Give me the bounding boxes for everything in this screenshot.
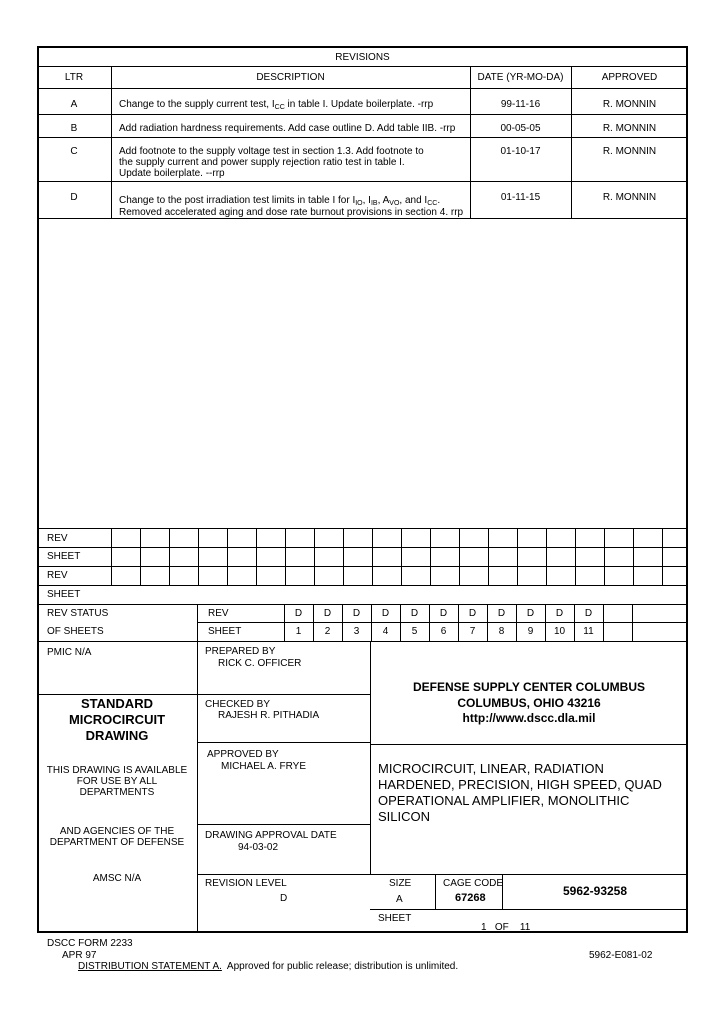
drawing-number: 5962-93258: [562, 884, 628, 898]
form-date: APR 97: [62, 950, 97, 961]
grid-h-line: [197, 622, 688, 623]
size-value: A: [396, 894, 403, 905]
rev-a-approved: R. MONNIN: [602, 99, 657, 110]
approved-by-label: APPROVED BY: [207, 749, 279, 760]
rev-b-description: Add radiation hardness requirements. Add case outline D. Add table IIB. -rrp: [119, 123, 456, 134]
status-rev-7: D: [468, 608, 477, 619]
grid-v-line: [632, 604, 633, 641]
approval-date: 94-03-02: [238, 842, 279, 853]
status-rev-5: D: [410, 608, 419, 619]
status-sheet-6: 6: [440, 626, 447, 637]
status-rev-9: D: [526, 608, 535, 619]
status-sheet-11: 11: [583, 626, 594, 637]
rev-d-description-line1: Change to the post irradiation test limits in table I for $I_{IO}$, $I_{IB}$, $A_{VO}$, and $I_{CC}$.: [119, 195, 441, 207]
status-sheet-5: 5: [411, 626, 418, 637]
status-sheet-8: 8: [498, 626, 505, 637]
dscc-url: http://www.dscc.dla.mil: [462, 711, 596, 725]
microcircuit-title: MICROCIRCUIT, LINEAR, RADIATION HARDENED, PRECISION, HIGH SPEED, QUAD OPERATIONAL AMPLIFIER, MONOLITHIC SILICON: [378, 761, 662, 824]
prepared-by: RICK C. OFFICER: [218, 658, 302, 669]
available-line-2: FOR USE BY ALL: [76, 776, 158, 787]
rev-d-date: 01-11-15: [500, 192, 541, 203]
rev-b-approved: R. MONNIN: [602, 123, 657, 134]
agencies-line-2: DEPARTMENT OF DEFENSE: [49, 837, 185, 848]
status-sheet-9: 9: [527, 626, 534, 637]
rev-a-date: 99-11-16: [500, 99, 541, 110]
status-sheet-2: 2: [324, 626, 331, 637]
approval-date-label: DRAWING APPROVAL DATE: [205, 830, 337, 841]
grid-rev-label-2: REV: [47, 570, 68, 581]
status-sheet-1: 1: [295, 626, 302, 637]
status-sheet-3: 3: [353, 626, 360, 637]
agencies-line-1: AND AGENCIES OF THE: [59, 826, 175, 837]
grid-h-line: [37, 604, 688, 605]
checked-by-label: CHECKED BY: [205, 699, 271, 710]
grid-v-line: [227, 528, 228, 585]
grid-v-line: [285, 528, 286, 585]
status-rev-8: D: [497, 608, 506, 619]
status-rev-2: D: [323, 608, 332, 619]
rev-status-label: REV STATUS: [47, 608, 109, 619]
pmic: PMIC N/A: [47, 647, 92, 658]
grid-v-line: [198, 528, 199, 585]
revision-level: D: [280, 893, 288, 904]
available-line-1: THIS DRAWING IS AVAILABLE: [46, 765, 188, 776]
dscc-line-2: COLUMBUS, OHIO 43216: [457, 696, 601, 710]
grid-v-line: [169, 528, 170, 585]
grid-sheet-label-2: SHEET: [47, 589, 81, 600]
grid-v-line: [140, 528, 141, 585]
sheet-value: 1 OF 11: [481, 922, 531, 933]
grid-v-line: [604, 528, 605, 585]
grid-h-line: [37, 585, 688, 586]
smd-title-line-2: MICROCIRCUIT: [68, 712, 166, 727]
status-rev-3: D: [352, 608, 361, 619]
approved-by: MICHAEL A. FRYE: [221, 761, 307, 772]
grid-v-line: [459, 528, 460, 585]
grid-v-line: [256, 528, 257, 585]
status-rev-4: D: [381, 608, 390, 619]
grid-v-line: [401, 528, 402, 585]
rev-c-description: Add footnote to the supply voltage test in section 1.3. Add footnote to the supply current and power supply rejection ratio test in table I. Update boilerplate. --rrp: [119, 146, 424, 179]
form-number: DSCC FORM 2233: [47, 938, 133, 949]
rev-d-ltr: D: [70, 192, 78, 203]
status-sheet-label: SHEET: [208, 626, 242, 637]
smd-title-line-1: STANDARD: [81, 696, 153, 711]
checked-by: RAJESH R. PITHADIA: [218, 710, 320, 721]
status-rev-10: D: [555, 608, 564, 619]
grid-sheet-label-1: SHEET: [47, 551, 81, 562]
grid-v-line: [633, 528, 634, 585]
status-rev-6: D: [439, 608, 448, 619]
grid-v-line: [314, 528, 315, 585]
grid-h-line: [37, 547, 688, 548]
status-sheet-10: 10: [553, 626, 566, 637]
grid-v-line: [546, 528, 547, 585]
distribution-statement: [78, 961, 458, 972]
header-ltr: LTR: [64, 72, 84, 83]
rev-b-date: 00-05-05: [500, 123, 541, 134]
size-label: SIZE: [389, 878, 412, 889]
grid-v-line: [603, 604, 604, 641]
grid-v-line: [488, 528, 489, 585]
rev-c-date: 01-10-17: [500, 146, 541, 157]
status-sheet-4: 4: [382, 626, 389, 637]
cage-code-value: 67268: [455, 892, 486, 904]
revisions-title: REVISIONS: [335, 52, 390, 63]
status-rev-1: D: [294, 608, 303, 619]
grid-v-line: [662, 528, 663, 585]
grid-v-line: [575, 528, 576, 585]
rev-c-ltr: C: [70, 146, 78, 157]
header-description: DESCRIPTION: [256, 72, 325, 83]
distribution-label: DISTRIBUTION STATEMENT A.: [78, 961, 222, 972]
grid-h-line: [37, 528, 688, 529]
header-approved: APPROVED: [601, 72, 658, 83]
grid-v-line: [517, 528, 518, 585]
available-line-3: DEPARTMENTS: [79, 787, 155, 798]
grid-v-line: [372, 528, 373, 585]
status-sheet-7: 7: [469, 626, 476, 637]
rev-d-approved: R. MONNIN: [602, 192, 657, 203]
grid-v-line: [197, 604, 198, 641]
header-date: DATE (YR-MO-DA): [477, 72, 564, 83]
smd-title-line-3: DRAWING: [85, 728, 149, 743]
rev-b-ltr: B: [70, 123, 78, 134]
prepared-by-label: PREPARED BY: [205, 646, 276, 657]
dscc-line-1: DEFENSE SUPPLY CENTER COLUMBUS: [412, 680, 646, 694]
grid-v-line: [111, 528, 112, 585]
rev-c-approved: R. MONNIN: [602, 146, 657, 157]
grid-rev-label-1: REV: [47, 533, 68, 544]
grid-h-line: [37, 566, 688, 567]
cage-code-label: CAGE CODE: [443, 878, 504, 889]
rev-a-description: Change to the supply current test, $I_{CC}$ in table I. Update boilerplate. -rrp: [119, 99, 434, 111]
amsc: AMSC N/A: [92, 873, 142, 884]
revision-level-label: REVISION LEVEL: [205, 878, 287, 889]
of-sheets-label: OF SHEETS: [47, 626, 104, 637]
sheet-label: SHEET: [378, 913, 412, 924]
document-code: 5962-E081-02: [589, 950, 653, 961]
status-rev-11: D: [584, 608, 593, 619]
grid-v-line: [430, 528, 431, 585]
rev-a-ltr: A: [70, 99, 78, 110]
rev-d-description-line2: Removed accelerated aging and dose rate burnout provisions in section 4. rrp: [119, 207, 464, 218]
distribution-text: Approved for public release; distribution is unlimited.: [221, 961, 459, 972]
status-rev-label: REV: [208, 608, 229, 619]
grid-v-line: [343, 528, 344, 585]
